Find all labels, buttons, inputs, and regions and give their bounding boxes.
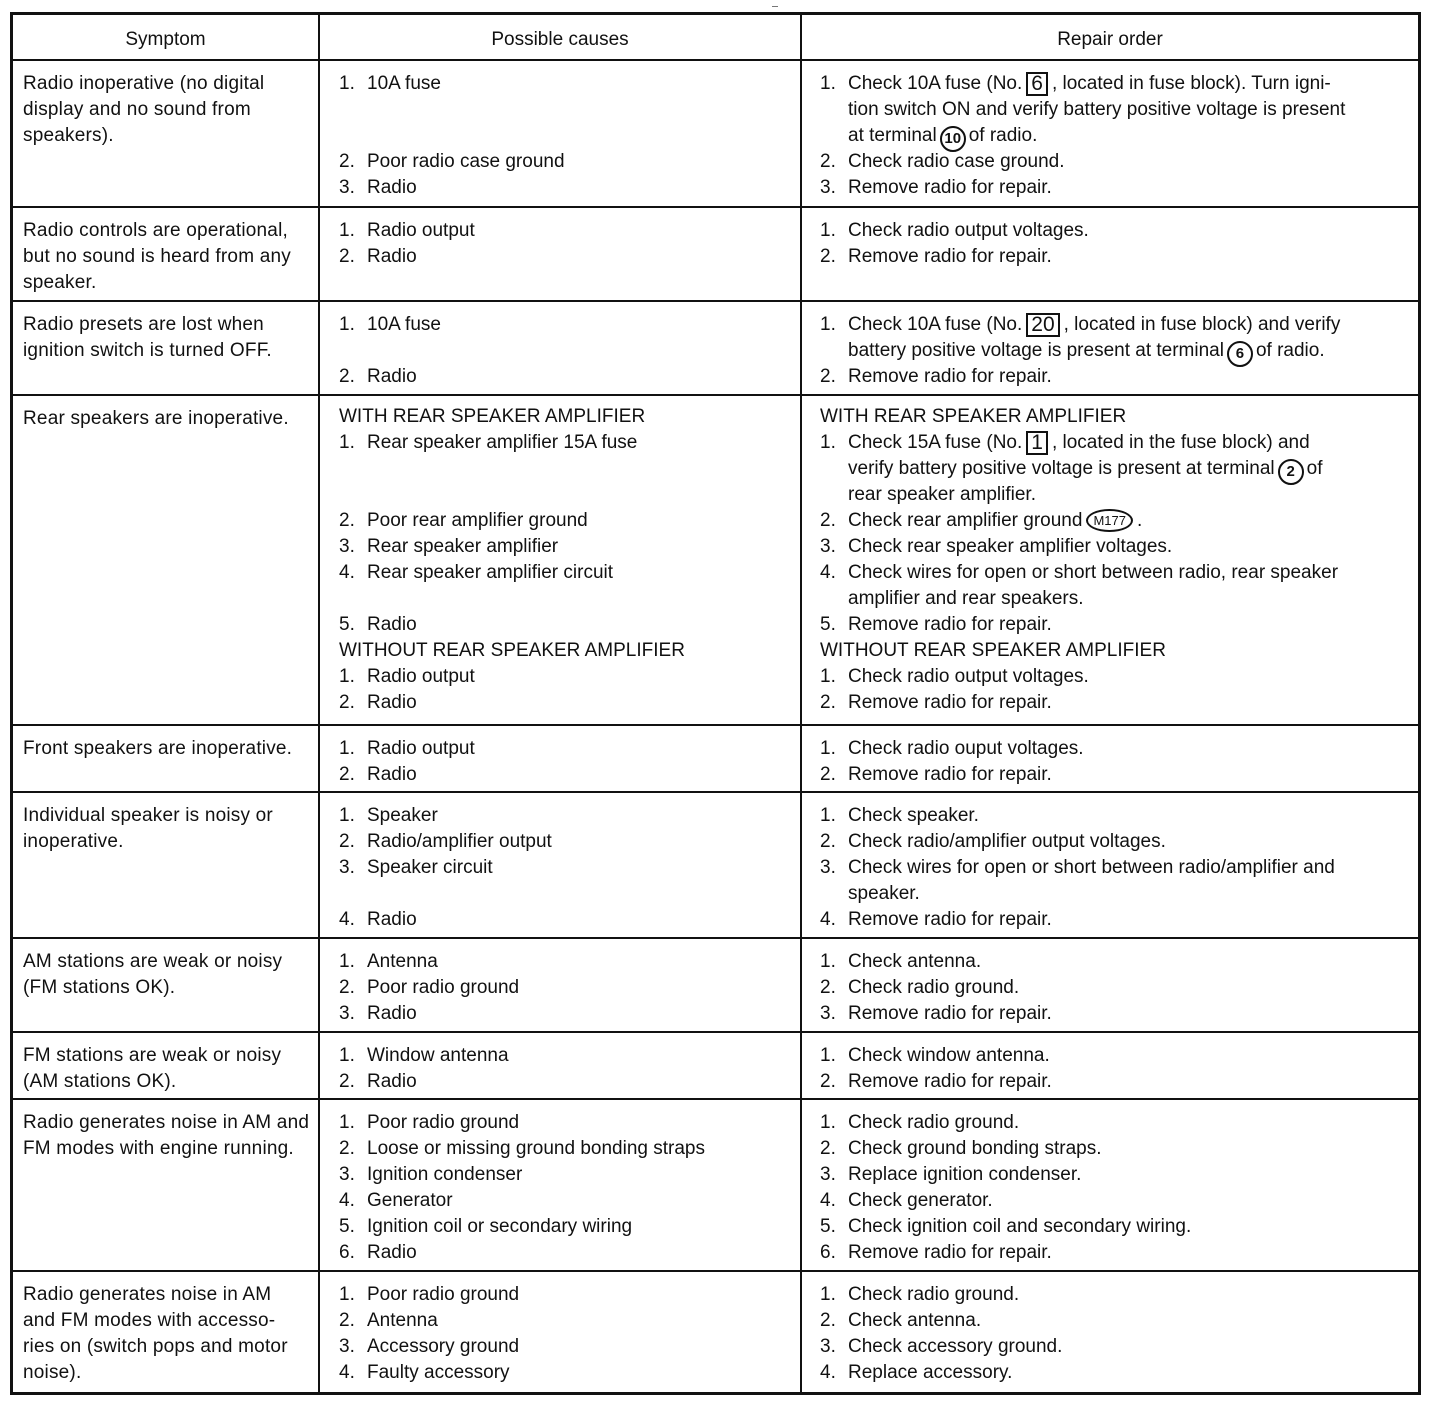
repair-text: Remove radio for repair. [848, 1003, 1052, 1024]
repair-text: , located in the fuse block) and [1051, 432, 1310, 453]
repair-text: Check 10A fuse (No. [848, 314, 1023, 335]
item-number: 2. [339, 366, 355, 387]
cause-text: Radio output [367, 738, 475, 759]
table-row [13, 302, 1418, 396]
repair-text: of [1306, 458, 1323, 479]
subheading: WITHOUT REAR SPEAKER AMPLIFIER [820, 640, 1166, 661]
item-number: 3. [339, 857, 355, 878]
cause-text: Rear speaker amplifier circuit [367, 562, 614, 583]
item-number: 1. [820, 73, 836, 94]
scan-mark [772, 6, 778, 7]
repair-text: Check radio output voltages. [848, 220, 1089, 241]
item-number: 1. [820, 951, 836, 972]
symptom-line: Radio generates noise in AM [23, 1284, 272, 1305]
cause-text: Radio [367, 1071, 417, 1092]
item-number: 4. [339, 1190, 355, 1211]
table-row [13, 61, 1418, 208]
item-number: 1. [820, 220, 836, 241]
terminal-number-circle: 2 [1278, 459, 1304, 485]
repair-text: Check ground bonding straps. [848, 1138, 1102, 1159]
repair-text: Remove radio for repair. [848, 764, 1052, 785]
item-number: 2. [820, 246, 836, 267]
repair-text: Remove radio for repair. [848, 692, 1052, 713]
table-row [13, 396, 1418, 726]
repair-text: , located in fuse block) and verify [1063, 314, 1341, 335]
item-number: 5. [820, 1216, 836, 1237]
item-number: 4. [820, 909, 836, 930]
subheading: WITH REAR SPEAKER AMPLIFIER [339, 406, 646, 427]
cause-text: Poor radio ground [367, 977, 520, 998]
repair-text: battery positive voltage is present at terminal [848, 340, 1224, 361]
symptom-line: ries on (switch pops and motor [23, 1336, 288, 1357]
cause-text: Radio [367, 366, 417, 387]
cause-text: 10A fuse [367, 314, 441, 335]
cause-text: Radio [367, 909, 417, 930]
repair-text: Check radio output voltages. [848, 666, 1089, 687]
cause-text: Generator [367, 1190, 453, 1211]
cause-text: Rear speaker amplifier [367, 536, 559, 557]
item-number: 3. [820, 1336, 836, 1357]
repair-text: Remove radio for repair. [848, 246, 1052, 267]
symptom-cell: Individual speaker is noisy or inoperative. [23, 805, 273, 852]
item-number: 3. [339, 177, 355, 198]
item-number: 3. [339, 536, 355, 557]
symptom-cell: Radio presets are lost when ignition switch is turned OFF. [23, 314, 272, 361]
item-number: 2. [820, 764, 836, 785]
cause-text: Radio [367, 764, 417, 785]
item-number: 2. [339, 764, 355, 785]
symptom-line: and FM modes with accesso- [23, 1310, 276, 1331]
table-row [13, 939, 1418, 1033]
cause-text: Radio [367, 246, 417, 267]
item-number: 1. [339, 220, 355, 241]
item-number: 1. [820, 432, 836, 453]
item-number: 1. [820, 1045, 836, 1066]
repair-text: Check ignition coil and secondary wiring. [848, 1216, 1192, 1237]
item-number: 2. [820, 831, 836, 852]
item-number: 5. [339, 614, 355, 635]
item-number: 3. [339, 1003, 355, 1024]
item-number: 3. [339, 1336, 355, 1357]
item-number: 5. [339, 1216, 355, 1237]
item-number: 2. [820, 1138, 836, 1159]
cause-text: Radio [367, 1003, 417, 1024]
cause-text: Ignition condenser [367, 1164, 523, 1185]
cause-text: Poor radio ground [367, 1112, 520, 1133]
table-row [13, 726, 1418, 793]
fuse-number-box: 1 [1026, 431, 1048, 455]
fuse-number-box: 20 [1026, 313, 1059, 337]
item-number: 2. [820, 366, 836, 387]
terminal-number-circle: 6 [1227, 341, 1253, 367]
item-number: 1. [820, 314, 836, 335]
item-number: 1. [820, 805, 836, 826]
item-number: 1. [339, 73, 355, 94]
symptom-cell: Radio generates noise in AM and FM modes with engine running. [23, 1112, 310, 1159]
item-number: 4. [820, 562, 836, 583]
repair-text: Check radio ground. [848, 1112, 1020, 1133]
item-number: 2. [339, 977, 355, 998]
item-number: 1. [339, 432, 355, 453]
item-number: 5. [820, 614, 836, 635]
item-number: 2. [820, 1310, 836, 1331]
cause-text: Radio [367, 1242, 417, 1263]
cause-text: Radio [367, 692, 417, 713]
repair-text: Check speaker. [848, 805, 979, 826]
item-number: 2. [339, 151, 355, 172]
header-symptom: Symptom [125, 29, 206, 50]
cause-text: Radio output [367, 666, 475, 687]
repair-text: Remove radio for repair. [848, 1242, 1052, 1263]
cause-text: Antenna [367, 951, 438, 972]
item-number: 3. [820, 857, 836, 878]
repair-text: Check radio/amplifier output voltages. [848, 831, 1166, 852]
symptom-cell: Radio inoperative (no digital display and no sound from speakers). [23, 73, 265, 146]
symptom-line: noise). [23, 1362, 82, 1383]
item-number: 1. [820, 1112, 836, 1133]
repair-text: Check antenna. [848, 951, 982, 972]
item-number: 2. [339, 510, 355, 531]
repair-text: Check radio ouput voltages. [848, 738, 1084, 759]
symptom-cell [23, 1282, 317, 1386]
repair-text: Check radio case ground. [848, 151, 1065, 172]
repair-text: Check wires for open or short between radio/amplifier and [848, 857, 1335, 878]
header-repair-order: Repair order [1057, 29, 1163, 50]
repair-text: Check radio ground. [848, 977, 1020, 998]
item-number: 1. [339, 666, 355, 687]
repair-text: Replace ignition condenser. [848, 1164, 1082, 1185]
item-number: 4. [339, 562, 355, 583]
item-number: 1. [339, 1284, 355, 1305]
symptom-cell: AM stations are weak or noisy (FM stations OK). [23, 951, 283, 998]
cause-text: Poor radio ground [367, 1284, 520, 1305]
repair-text: Remove radio for repair. [848, 909, 1052, 930]
header-possible-causes: Possible causes [491, 29, 629, 50]
column-divider [800, 15, 802, 1392]
repair-text: Check accessory ground. [848, 1336, 1063, 1357]
item-number: 2. [339, 692, 355, 713]
cause-text: Window antenna [367, 1045, 509, 1066]
repair-text: Replace accessory. [848, 1362, 1013, 1383]
repair-text: Remove radio for repair. [848, 1071, 1052, 1092]
column-divider [318, 15, 320, 1392]
item-number: 1. [820, 738, 836, 759]
table-header-row [13, 15, 1418, 61]
cause-text: Speaker circuit [367, 857, 493, 878]
item-number: 2. [339, 831, 355, 852]
repair-text: Check antenna. [848, 1310, 982, 1331]
item-number: 4. [820, 1362, 836, 1383]
cause-text: Radio/amplifier output [367, 831, 552, 852]
item-number: 2. [820, 510, 836, 531]
cause-text: Radio output [367, 220, 475, 241]
item-number: 1. [820, 666, 836, 687]
item-number: 3. [339, 1164, 355, 1185]
repair-text: rear speaker amplifier. [848, 484, 1036, 505]
item-number: 1. [339, 314, 355, 335]
repair-text: Check rear amplifier ground [848, 510, 1083, 531]
item-number: 2. [820, 151, 836, 172]
item-number: 3. [820, 177, 836, 198]
symptom-cell: Radio controls are operational, but no sound is heard from any speaker. [23, 220, 291, 293]
table-row [13, 793, 1418, 939]
cause-text: Poor radio case ground [367, 151, 565, 172]
cause-text: Antenna [367, 1310, 438, 1331]
repair-text: Check rear speaker amplifier voltages. [848, 536, 1173, 557]
item-number: 2. [339, 1071, 355, 1092]
item-number: 1. [820, 1284, 836, 1305]
item-number: 3. [820, 1003, 836, 1024]
repair-text: Check radio ground. [848, 1284, 1020, 1305]
cause-text: Accessory ground [367, 1336, 520, 1357]
item-number: 4. [820, 1190, 836, 1211]
item-number: 3. [820, 536, 836, 557]
repair-text: Check window antenna. [848, 1045, 1050, 1066]
cause-text: Ignition coil or secondary wiring [367, 1216, 633, 1237]
table-row [13, 208, 1418, 302]
repair-text: verify battery positive voltage is present at terminal [848, 458, 1275, 479]
cause-text: Loose or missing ground bonding straps [367, 1138, 705, 1159]
repair-text: , located in fuse block). Turn igni- [1051, 73, 1331, 94]
item-number: 4. [339, 1362, 355, 1383]
item-number: 2. [820, 1071, 836, 1092]
item-number: 2. [820, 977, 836, 998]
subheading: WITHOUT REAR SPEAKER AMPLIFIER [339, 640, 685, 661]
cause-text: Speaker [367, 805, 438, 826]
symptom-cell: Rear speakers are inoperative. [23, 408, 289, 429]
fuse-number-box: 6 [1026, 72, 1048, 96]
cause-text: Poor rear amplifier ground [367, 510, 588, 531]
terminal-number-circle: 10 [940, 126, 966, 152]
repair-text: Remove radio for repair. [848, 366, 1052, 387]
repair-text: . [1136, 510, 1143, 531]
symptom-cell: Front speakers are inoperative. [23, 738, 293, 759]
item-number: 2. [339, 1138, 355, 1159]
subheading: WITH REAR SPEAKER AMPLIFIER [820, 406, 1127, 427]
repair-text: Check wires for open or short between radio, rear speaker [848, 562, 1339, 583]
repair-text: Check generator. [848, 1190, 993, 1211]
repair-text: of radio. [1255, 340, 1325, 361]
item-number: 1. [339, 951, 355, 972]
item-number: 1. [339, 738, 355, 759]
symptom-cell: FM stations are weak or noisy (AM stations OK). [23, 1045, 282, 1092]
item-number: 4. [339, 909, 355, 930]
cause-text: Radio [367, 177, 417, 198]
repair-text: speaker. [848, 883, 920, 904]
cause-text: Faulty accessory [367, 1362, 510, 1383]
repair-text: Check 10A fuse (No. [848, 73, 1023, 94]
table-row [13, 1100, 1418, 1272]
repair-text: amplifier and rear speakers. [848, 588, 1084, 609]
connector-code-oval: M177 [1086, 509, 1133, 532]
repair-text: Remove radio for repair. [848, 177, 1052, 198]
cause-text: Radio [367, 614, 417, 635]
item-number: 3. [820, 1164, 836, 1185]
repair-text: Remove radio for repair. [848, 614, 1052, 635]
item-number: 2. [339, 246, 355, 267]
item-number: 2. [339, 1310, 355, 1331]
table-row [13, 1033, 1418, 1100]
troubleshooting-table [10, 12, 1421, 1395]
item-number: 2. [820, 692, 836, 713]
repair-text: of radio. [968, 125, 1038, 146]
repair-text: at terminal [848, 125, 937, 146]
item-number: 6. [820, 1242, 836, 1263]
table-row [13, 1272, 1418, 1392]
item-number: 6. [339, 1242, 355, 1263]
cause-text: 10A fuse [367, 73, 441, 94]
repair-text: tion switch ON and verify battery positive voltage is present [848, 99, 1346, 120]
cause-text: Rear speaker amplifier 15A fuse [367, 432, 638, 453]
item-number: 1. [339, 1045, 355, 1066]
item-number: 1. [339, 1112, 355, 1133]
repair-text: Check 15A fuse (No. [848, 432, 1023, 453]
item-number: 1. [339, 805, 355, 826]
